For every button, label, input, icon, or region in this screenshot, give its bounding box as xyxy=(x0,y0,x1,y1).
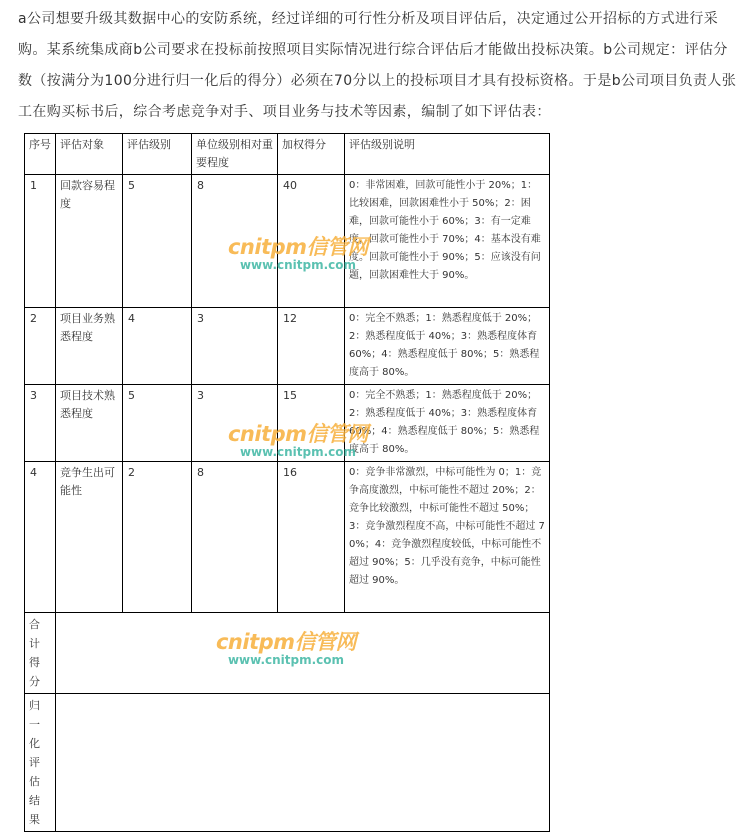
row-weight: 8 xyxy=(192,462,278,613)
row-score: 40 xyxy=(278,175,345,308)
row-weight: 3 xyxy=(192,308,278,385)
row-level: 2 xyxy=(123,462,192,613)
row-desc: 0：完全不熟悉；1：熟悉程度低于 20%；2：熟悉程度低于 40%；3：熟悉程度体育 60%；4：熟悉程度低于 80%；5：熟悉程度高于 80%。 xyxy=(345,308,550,385)
intro-paragraph: a公司想要升级其数据中心的安防系统，经过详细的可行性分析及项目评估后，决定通过公开招标的方式进行采购。某系统集成商b公司要求在投标前按照项目实际情况进行综合评估后才能做出投标决策。b公司规定：评估分数（按满分为100分进行归一化后的得分）必须在70分以上的投标项目才具有投标资格。于是b公司项目负责人张工在购买标书后，综合考虑竞争对手、项目业务与技术等因素，编制了如下评估表： xyxy=(18,11,737,120)
row-score: 16 xyxy=(278,462,345,613)
row-no: 3 xyxy=(25,385,56,462)
header-object: 评估对象 xyxy=(56,134,123,175)
total-score-label: 合计得分 xyxy=(29,618,40,688)
row-object: 回款容易程度 xyxy=(56,175,123,308)
row-object: 竞争生出可能性 xyxy=(56,462,123,613)
row-desc: 0：完全不熟悉；1：熟悉程度低于 20%；2：熟悉程度低于 40%；3：熟悉程度体育 60%；4：熟悉程度低于 80%；5：熟悉程度高于 80%。 xyxy=(345,385,550,462)
total-score-row xyxy=(25,613,550,694)
row-desc: 0：竞争非常激烈，中标可能性为 0；1：竞争高度激烈，中标可能性不超过 20%；2：竞争比较激烈，中标可能性不超过 50%；3：竞争激烈程度不高，中标可能性不超过 70%；4：竞争激烈程度较低，中标可能性不超过 90%；5：几乎没有竞争，中标可能性超过 90%。 xyxy=(345,462,550,613)
row-no: 4 xyxy=(25,462,56,613)
table-row xyxy=(25,175,550,308)
watermark-url: www.cnitpm.com xyxy=(239,445,357,459)
normalized-result-row xyxy=(25,694,550,832)
watermark-brand: cnitpm信管网 xyxy=(227,235,369,259)
table-row xyxy=(25,308,550,385)
row-object: 项目业务熟悉程度 xyxy=(56,308,123,385)
total-score-cell xyxy=(56,613,550,694)
row-level: 5 xyxy=(123,175,192,308)
normalized-result-cell xyxy=(56,694,550,832)
watermark-brand: cnitpm信管网 xyxy=(227,422,369,446)
row-weight: 3 xyxy=(192,385,278,462)
row-no: 1 xyxy=(25,175,56,308)
row-level: 4 xyxy=(123,308,192,385)
row-object: 项目技术熟悉程度 xyxy=(56,385,123,462)
header-no: 序号 xyxy=(25,134,56,175)
row-level: 5 xyxy=(123,385,192,462)
table-header-row xyxy=(25,134,550,175)
evaluation-table xyxy=(24,133,550,832)
row-score: 12 xyxy=(278,308,345,385)
header-weight: 单位级别相对重要程度 xyxy=(192,134,278,175)
row-score: 15 xyxy=(278,385,345,462)
table-row xyxy=(25,385,550,462)
watermark-url: www.cnitpm.com xyxy=(227,653,345,667)
row-no: 2 xyxy=(25,308,56,385)
header-level: 评估级别 xyxy=(123,134,192,175)
watermark-url: www.cnitpm.com xyxy=(239,258,357,272)
header-score: 加权得分 xyxy=(278,134,345,175)
header-desc: 评估级别说明 xyxy=(345,134,550,175)
normalized-result-label: 归一化评估结果 xyxy=(29,699,40,826)
watermark-brand: cnitpm信管网 xyxy=(215,630,357,654)
table-row xyxy=(25,462,550,613)
row-desc: 0：非常困难，回款可能性小于 20%；1：比较困难，回款困难性小于 50%；2：困难，回款可能性小于 60%；3：有一定难度，回款可能性小于 70%；4：基本没有难度。回款可能性小于 90%；5：应该没有问题，回款困难性大于 90%。 xyxy=(345,175,550,308)
row-weight: 8 xyxy=(192,175,278,308)
